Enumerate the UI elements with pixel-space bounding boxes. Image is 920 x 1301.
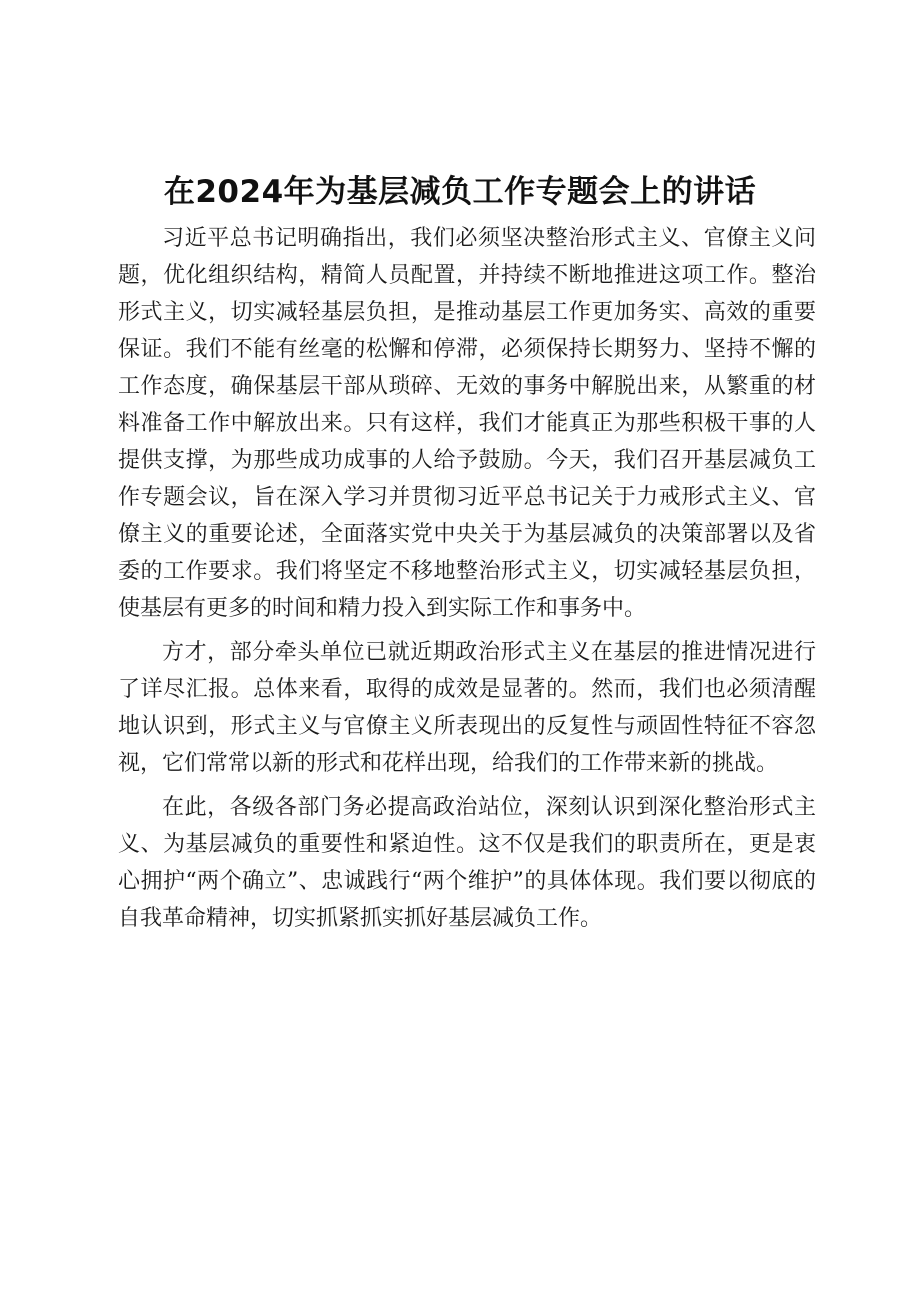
document-body — [118, 220, 816, 937]
document-title: 在2024年为基层减负工作专题会上的讲话 — [163, 174, 757, 210]
paragraph-1: 习近平总书记明确指出，我们必须坚决整治形式主义、官僚主义问题，优化组织结构，精简人员配置，并持续不断地推进这项工作。整治形式主义，切实减轻基层负担，是推动基层工作更加务实、高效的重要保证。我们不能有丝毫的松懈和停滞，必须保持长期努力、坚持不懈的工作态度，确保基层干部从琐碎、无效的事务中解脱出来，从繁重的材料准备工作中解放出来。只有这样，我们才能真正为那些积极干事的人提供支撑，为那些成功成事的人给予鼓励。今天，我们召开基层减负工作专题会议，旨在深入学习并贯彻习近平总书记关于力戒形式主义、官僚主义的重要论述，全面落实党中央关于为基层减负的决策部署以及省委的工作要求。我们将坚定不移地整治形式主义，切实减轻基层负担，使基层有更多的时间和精力投入到实际工作和事务中。 — [118, 226, 816, 621]
paragraph-3: 在此，各级各部门务必提高政治站位，深刻认识到深化整治形式主义、为基层减负的重要性和紧迫性。这不仅是我们的职责所在，更是衷心拥护“两个确立”、忠诚践行“两个维护”的具体体现。我们要以彻底的自我革命精神，切实抓紧抓实抓好基层减负工作。 — [118, 795, 816, 931]
paragraph-2: 方才，部分牵头单位已就近期政治形式主义在基层的推进情况进行了详尽汇报。总体来看，取得的成效是显著的。然而，我们也必须清醒地认识到，形式主义与官僚主义所表现出的反复性与顽固性特征不容忽视，它们常常以新的形式和花样出现，给我们的工作带来新的挑战。 — [118, 640, 816, 776]
